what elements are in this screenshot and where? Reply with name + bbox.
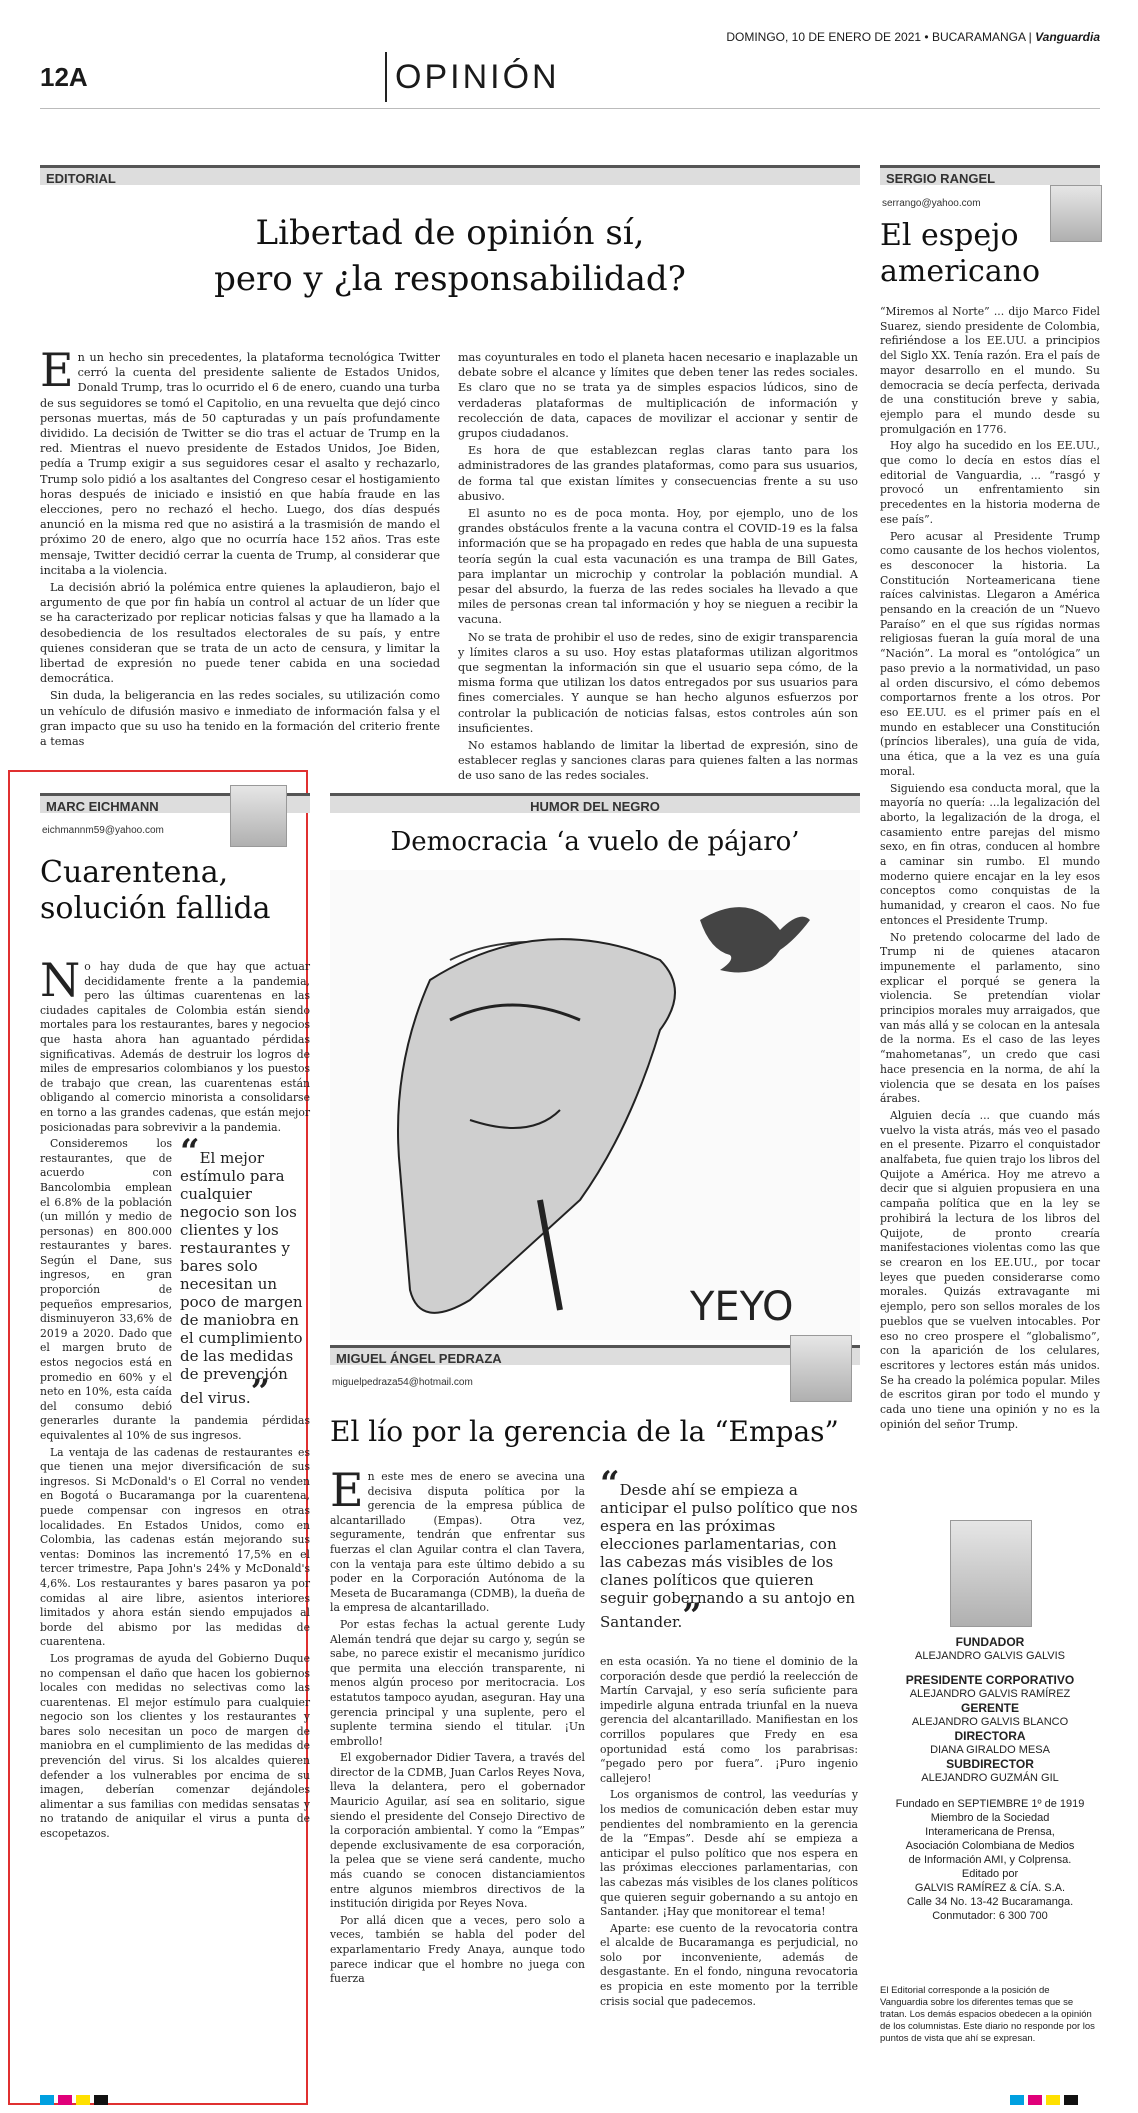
rangel-column: “Miremos al Norte” ... dijo Marco Fidel Suarez, siendo presidente de Colombia, refiriéndose a los EE.UU. a principios del Siglo XX. Tenía razón. Era el país de mayor desarrollo en el mundo. Su democracia se decía perfecta, derivada de una constitución breve y sabia, ejemplo para el mundo desde su promulgación en 1776. Hoy algo ha sucedido en los EE.UU., que como lo decía en estos días el editorial de Vanguardia, ... “rasgó y provocó un enfrentamiento sin precedentes en la historia moderna de ese país”. Pero acusar al Presidente Trump como causante de los hechos violentos, es desconocer la historia. La Constitución Norteamericana tiene raíces calvinistas. Llegaron a América pensando en la creación de un “Nuevo Paraíso” en el que sus rígidas normas religiosas fueran la guía moral de una “Nación”. La moral es “ontológica” un paso previo a la normatividad, un paso al orden discursivo, el cómo debemos comportarnos frente a los otros. Por eso EE.UU. es el primer país en el mundo en establecer una Constitución (príncios liberales), una guía de vida, una ética, que a la vez es una guía moral. Siguiendo esa conducta moral, que la mayoría no quería: ...la legalización del aborto, la legalización de la droga, el casamiento entre parejas del mismo sexo, en fin otras, conducen al hombre a caminar sin rumbo. El mundo moderno quiere encajar en la ley esos conceptos como conquistas de la humanidad, y crearon el caos. No fue entonces el Presidente Trump. No pretendo colocarme del lado de Trump ni de quienes atacaron impunemente el parlamento, sino explicar el porqué se genera la violencia. Se pretendían violar principios morales muy arraigados, que van más allá y se colocan en la antesala de la norma. Es el caso de las leyes “mahometanas”, un credo que casi hace presencia en la norma, de ahí la violencia que se desata en los países árabes. Alguien decía ... que cuando más vuelvo la vista atrás, más veo el pasado en el presente. Pizarro el conquistador analfabeta, fue quien trajo los libros del Quijote a América. Hoy me atrevo a decir que si alguien propusiera en una campaña política que en la ley se prohibirá la lectura de los libros del Quijote, de pronto crearía manifestaciones violentas como las que se crearon en los EE.UU., por tocar leyes que pueden considerarse como morales. Quizás extravagante mi ejemplo, pero son sellos morales de los pueblos que se vuelven intocables. Por eso no creo prospere el “globalismo”, con la aparición de los celulares, escritores y lectores están más unidos. Se ha creado la polémica popular. Miles de escritos giran por todo el mundo y cada uno tiene una opinión y no es la opinión del señor Trump. [880, 305, 1100, 1431]
eichmann-headline: Cuarentena, solución fallida [40, 855, 271, 926]
print-color-bar-right [1010, 2090, 1082, 2109]
date-line: DOMINGO, 10 DE ENERO DE 2021 • BUCARAMANGA | Vanguardia [726, 30, 1100, 44]
editorial-tag: EDITORIAL [40, 165, 860, 185]
eichmann-column: N o hay duda de que hay que actuar decididamente frente a la pandemia, pero las últimas cuarentenas en las ciudades capitales de Colombia están siendo mortales para los restaurantes, bares y negocios que hasta ahora han aguantado pérdidas significativas. Además de destruir los logros de miles de empresarios colombianos y los puestos de trabajo que crean, las cuarentenas están obligando al comercio minorista a consolidarse en torno a las grandes cadenas, que están mejor posicionadas para sobrevivir a la pandemia. “El mejor estímulo para cualquier negocio son los clientes y los restaurantes y bares solo necesitan un poco de margen de maniobra en el cumplimiento de las medidas de prevención del virus.” Consideremos los restaurantes, que de acuerdo con Bancolombia emplean el 6.8% de la población (un millón y medio de personas) en 800.000 restaurantes y bares. Según el Dane, sus ingresos, en gran proporción de pequeños empresarios, disminuyeron 33,6% de 2019 a 2020. Dado que el margen bruto de estos negocios está en promedio en 60% y el neto en 10%, esta caída del consumo debió generarles durante la pandemia pérdidas equivalentes al 10% de sus ingresos. La ventaja de las cadenas de restaurantes es que tienen una mejor diversificación de sus ingresos. Si McDonald's o El Corral no venden en Bogotá o Bucaramanga por la cuarentena, puede compensar con ingresos en otras localidades. En Estados Unidos, como en Colombia, las cadenas están mejorando sus ventas: Dominos las incrementó 17,5% en el tercer trimestre, Papa John's 24% y McDonald's 4,6%. Los restaurantes y bares pasaron ya por comidas al aire libre, asientos interiores limitados y ahora están siendo empujados al borde del abismo por las medidas de cuarentena. Los programas de ayuda del Gobierno Duque no compensan el daño que hacen los gobiernos locales con medidas no selectivas como las cuarentenas. El mejor estímulo para cualquier negocio son los clientes y los restaurantes y bares solo necesitan un poco de margen de maniobra en el cumplimiento de las medidas de prevención del virus. Si los alcaldes quieren defender a los vulnerables por encima de su imagen, deberían comenzar dejándoles alimentar a sus familias con medidas sensatas y no tratando de aniquilar el virus a punta de escopetazos. [40, 953, 310, 1841]
header-rule [40, 108, 1100, 109]
eichmann-photo [230, 785, 287, 847]
editorial-headline: Libertad de opinión sí, pero y ¿la responsabilidad? [214, 213, 686, 299]
section-title: OPINIÓN [395, 58, 560, 96]
humor-headline: Democracia ‘a vuelo de pájaro’ [390, 827, 800, 857]
cartoon-drawing [330, 870, 860, 1340]
editorial-cartoon [330, 870, 860, 1340]
pedraza-column-2: en esta ocasión. Ya no tiene el dominio de la corporación desde que perdió la reelección de Martín Carvajal, y eso sería suficiente para impedirle alguna entrada triunfal en la nueva gerencia del alcantarillado. Manifiestan en los corrillos populares que Fredy en esa oportunidad está como los parabrisas: “pegado pero por fuera”. ¡Puro ingenio callejero! Los organismos de control, las veedurías y los medios de comunicación deben estar muy pendientes del nombramiento en la gerencia de la “Empas”. Desde ahí se empieza a anticipar el pulso político que nos espera en las próximas elecciones parlamentarias, con las cabezas más visibles de los clanes políticos que quieren seguir gobernando a su antojo en Santander. ¡Hay que monitorear el tema! Aparte: ese cuento de la revocatoria contra el alcalde de Bucaramanga es perjudicial, no solo por inconveniente, además de desgastante. En el fondo, ninguna revocatoria es propicia en este momento por la terrible crisis social que padecemos. [600, 1655, 858, 2008]
header-divider [385, 52, 387, 102]
eichmann-pull-quote: “El mejor estímulo para cualquier negocio son los clientes y los restaurantes y bares solo necesitan un poco de margen de maniobra en el cumplimiento de las medidas de prevención del virus.” [180, 1132, 303, 1413]
humor-tag: HUMOR DEL NEGRO [330, 793, 860, 813]
pedraza-pull-quote: “Desde ahí se empieza a anticipar el pulso político que nos espera en las próximas elecciones parlamentarias, con las cabezas más visibles de los clanes políticos que quieren seguir gobernando a su antojo en Santander.” [600, 1464, 858, 1636]
pedraza-headline: El lío por la gerencia de la “Empas” [330, 1415, 839, 1448]
rangel-headline: El espejo americano [880, 218, 1041, 289]
pedraza-photo [790, 1335, 852, 1402]
eichmann-tag: MARC EICHMANN [40, 793, 310, 813]
rangel-email: serrango@yahoo.com [882, 198, 981, 209]
editorial-column-1: E n un hecho sin precedentes, la plataforma tecnológica Twitter cerró la cuenta del presidente saliente de Estados Unidos, Donald Trump, tras lo ocurrido el 6 de enero, cuando una turba de sus seguidores se tomó el Capitolio, en una revuelta que dejó cinco personas muertas, más de 50 capturadas y un país profundamente dividido. La decisión de Twitter se dio tras el actuar de Trump en la red. Mientras el nuevo presidente de Estados Unidos, Joe Biden, pedía a Trump exigir a sus seguidores cesar el asalto y rechazarlo, Trump solo pidió a los asaltantes del Congreso cesar el hostigamiento horas después de iniciado e insistió en que había fraude en las elecciones, pero no rechazó el hecho. Luego, dos días después anunció en la misma red que no asistirá a la trasmisión de mando el próximo 20 de enero, algo que no ocurría hace 152 años. Tras este mensaje, Twitter decidió cerrar la cuenta de Trump, al considerar que incitaba a la violencia. La decisión abrió la polémica entre quienes la aplaudieron, bajo el argumento de que por fin había un control al actuar de un líder que se ha caracterizado por replicar noticias falsas y que ha llamado a la desobediencia de los resultados electorales de su país, y entre quienes consideran que se trata de un acto de censura, y limitar la libertad de expresión no puede tener cabida en una sociedad democrática. Sin duda, la beligerancia en las redes sociales, su utilización como un vehículo de difusión masivo e inmediato de información falsa y el gran impacto que su uso ha tenido en la formación del criterio frente a temas [40, 343, 440, 749]
page-number: 12A [40, 62, 88, 92]
pedraza-column-1: E n este mes de enero se avecina una decisiva disputa política por la gerencia de la empresa pública de alcantarillado (Empas). Otra vez, seguramente, tendrán que enfrentar sus fuerzas el clan Aguilar contra el clan Tavera, con la ventaja para este último debido a su poder en la Corporación Autónoma de la Meseta de Bucaramanga (CDMB), la dueña de la empresa de alcantarillado. Por estas fechas la actual gerente Ludy Alemán tendrá que dejar su cargo y, según se sabe, no parece existir el mecanismo jurídico que permita una elección transparente, ni menos algún proceso por meritocracia. Los estatutos tampoco ayudan, aseguran. Hay una gerencia principal y una suplente, pero el suplente termina siendo el titular. ¡Un embrollo! El exgobernador Didier Tavera, a través del director de la CDMB, Juan Carlos Reyes Nova, lleva la delantera, pero el gobernador Mauricio Aguilar, así sea en solitario, sigue siendo el presidente del Consejo Directivo de la corporación ambiental. Y como la “Empas” depende exclusivamente de esa corporación, la pelea que se viene será candente, mucho más cuando se conocen distanciamientos entre algunos miembros directivos de la institución dirigida por Reyes Nova. Por allá dicen que a veces, pero solo a veces, también se habla del poder del exparlamentario Fredy Anaya, aunque todo parece indicar que el hombre no juega con fuerza [330, 1463, 586, 1986]
pedraza-tag: MIGUEL ÁNGEL PEDRAZA [330, 1345, 860, 1365]
dropcap: E [40, 343, 74, 397]
print-color-bar [40, 2090, 112, 2109]
disclaimer: El Editorial corresponde a la posición de Vanguardia sobre los diferentes temas que se tratan. Los demás espacios obedecen a la opinión de los columnistas. Este diario no responde por los puntos de vista que ahí se expresan. [880, 1985, 1095, 2044]
founder-portrait [950, 1520, 1032, 1627]
dropcap: E [330, 1463, 364, 1517]
rangel-tag: SERGIO RANGEL [880, 165, 1100, 185]
brand-logo: Vanguardia [1035, 30, 1100, 44]
pedraza-email: miguelpedraza54@hotmail.com [332, 1377, 473, 1388]
editorial-column-2: mas coyunturales en todo el planeta hacen necesario e inaplazable un debate sobre el alcance y límites que deben tener las redes sociales. Es claro que no se trata ya de simples espacios lúdicos, sino de verdaderas plataformas de multiplicación de información y recolección de data, capaces de movilizar el accionar y sentir de grupos ciudadanos. Es hora de que establezcan reglas claras tanto para los administradores de las grandes plataformas, como para sus usuarios, de forma tal que existan límites y consecuencias frente a su uso abusivo. El asunto no es de poca monta. Hoy, por ejemplo, uno de los grandes obstáculos frente a la vacuna contra el COVID-19 es la falsa información que se ha propagado en redes que habla de una supuesta teoría según la cual esta vacunación es una trampa de Bill Gates, para implantar un microchip y controlar la población mundial. A pesar del absurdo, la fuerza de las redes sociales ha llevado a que miles de personas crean tal información y hoy se nieguen a recibir la vacuna. No se trata de prohibir el uso de redes, sino de exigir transparencia y límites claros a su uso. Hoy estas plataformas utilizan algoritmos que segmentan la información sin que el usuario sepa cómo, de la misma forma que utilizan los datos entregados por sus usuarios para fines comerciales. Y aunque se han hecho algunos esfuerzos por controlar la publicación de noticias falsas, estos controles aún son insuficientes. No estamos hablando de limitar la libertad de expresión, sino de establecer reglas y sanciones claras para quienes falten a las normas de uso sano de las redes sociales. [458, 351, 858, 783]
staff-box: FUNDADOR ALEJANDRO GALVIS GALVIS PRESIDENTE CORPORATIVO ALEJANDRO GALVIS RAMÍREZ GERENTE ALEJANDRO GALVIS BLANCO DIRECTORA DIANA GIRALDO MESA SUBDIRECTOR ALEJANDRO GUZMÁN GIL Fundado en SEPTIEMBRE 1º de 1919 Miembro de la Sociedad Interamericana de Prensa, Asociación Colombiana de Medios de Información AMI, y Colprensa. Editado por GALVIS RAMÍREZ & CÍA. S.A. Calle 34 No. 13-42 Bucaramanga. Conmutador: 6 300 700 [895, 1635, 1085, 1922]
dropcap: N [40, 953, 81, 1007]
eichmann-email: eichmannm59@yahoo.com [42, 825, 164, 836]
cartoon-signature: YEYO [690, 1284, 794, 1330]
